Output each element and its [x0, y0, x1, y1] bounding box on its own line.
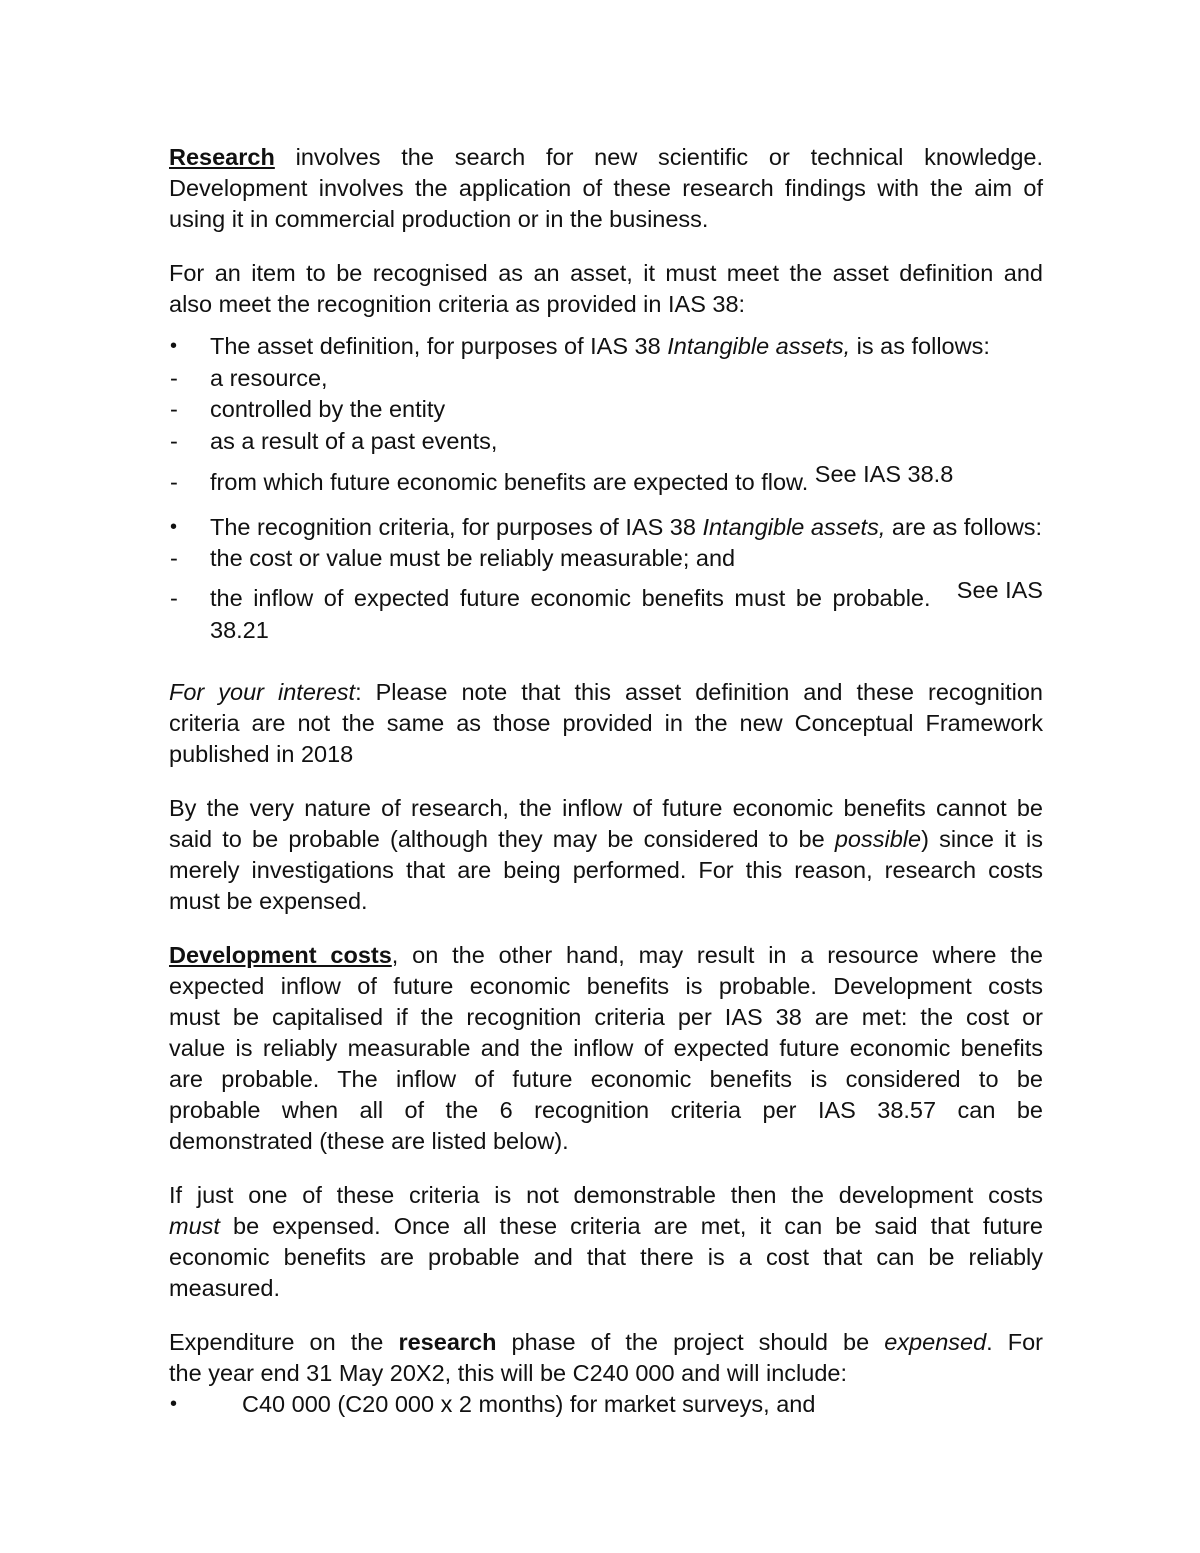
bullet-icon: • — [170, 1393, 178, 1415]
para2-line2: also meet the recognition criteria as provided in IAS 38: — [169, 291, 746, 317]
nature-line2: said to be probable (although they may be considered to be possible) since it is — [169, 826, 1043, 852]
dash-icon: - — [170, 469, 178, 495]
expenditure-line1: Expenditure on the research phase of the project should be expensed. For — [169, 1329, 1044, 1355]
nature-line1: By the very nature of research, the inflow of future economic benefits cannot be — [169, 795, 1043, 821]
para1-line1: Research involves the search for new scientific or technical knowledge. — [169, 144, 1043, 170]
para1-line2: Development involves the application of these research findings with the aim of — [169, 175, 1043, 201]
development-line2: expected inflow of future economic benefits is probable. Development costs — [169, 973, 1043, 999]
dash-icon: - — [170, 365, 178, 391]
expenditure-bullet-item: C40 000 (C20 000 x 2 months) for market surveys, and — [242, 1391, 816, 1417]
criteria-line2: must be expensed. Once all these criteria are met, it can be said that future — [169, 1213, 1043, 1239]
interest-line1: For your interest: Please note that this asset definition and these recognition — [169, 679, 1043, 705]
recognition-criteria-reference: See IAS — [956, 577, 1043, 603]
development-line4: value is reliably measurable and the inflow of expected future economic benefits — [169, 1035, 1043, 1061]
expenditure-line2: the year end 31 May 20X2, this will be C240 000 and will include: — [169, 1360, 847, 1386]
asset-definition-intro: The asset definition, for purposes of IAS 38 Intangible assets, is as follows: — [210, 333, 990, 359]
interest-line2: criteria are not the same as those provided in the new Conceptual Framework — [169, 710, 1043, 736]
bullet-icon: • — [170, 516, 178, 538]
asset-definition-item: controlled by the entity — [210, 396, 446, 422]
development-line7: demonstrated (these are listed below). — [169, 1128, 569, 1154]
criteria-line1: If just one of these criteria is not demonstrable then the development costs — [169, 1182, 1043, 1208]
research-heading: Research — [169, 144, 275, 170]
recognition-criteria-intro: The recognition criteria, for purposes of IAS 38 Intangible assets, are as follows: — [210, 514, 1043, 540]
para1-line3: using it in commercial production or in the business. — [169, 206, 709, 232]
recognition-criteria-item: the inflow of expected future economic benefits must be probable. See IAS — [210, 577, 1043, 611]
criteria-line3: economic benefits are probable and that there is a cost that can be reliably — [169, 1244, 1043, 1270]
dash-icon: - — [170, 396, 178, 422]
development-line1: Development costs, on the other hand, may result in a resource where the — [169, 942, 1043, 968]
asset-definition-item: from which future economic benefits are expected to flow. See IAS 38.8 — [210, 461, 954, 495]
asset-definition-reference: See IAS 38.8 — [814, 461, 954, 487]
nature-line4: must be expensed. — [169, 888, 368, 914]
development-line5: are probable. The inflow of future economic benefits is considered to be — [169, 1066, 1043, 1092]
dash-icon: - — [170, 428, 178, 454]
bullet-icon: • — [170, 335, 178, 357]
dash-icon: - — [170, 545, 178, 571]
dash-icon: - — [170, 585, 178, 611]
criteria-line4: measured. — [169, 1275, 281, 1301]
development-line6: probable when all of the 6 recognition criteria per IAS 38.57 can be — [169, 1097, 1043, 1123]
interest-line3: published in 2018 — [169, 741, 354, 767]
recognition-criteria-reference-cont: 38.21 — [210, 617, 269, 643]
recognition-criteria-item: the cost or value must be reliably measurable; and — [210, 545, 736, 571]
para2-line1: For an item to be recognised as an asset, it must meet the asset definition and — [169, 260, 1043, 286]
development-line3: must be capitalised if the recognition criteria per IAS 38 are met: the cost or — [169, 1004, 1043, 1030]
nature-line3: merely investigations that are being performed. For this reason, research costs — [169, 857, 1043, 883]
asset-definition-item: a resource, — [210, 365, 328, 391]
asset-definition-item: as a result of a past events, — [210, 428, 498, 454]
development-costs-heading: Development costs — [169, 942, 392, 968]
